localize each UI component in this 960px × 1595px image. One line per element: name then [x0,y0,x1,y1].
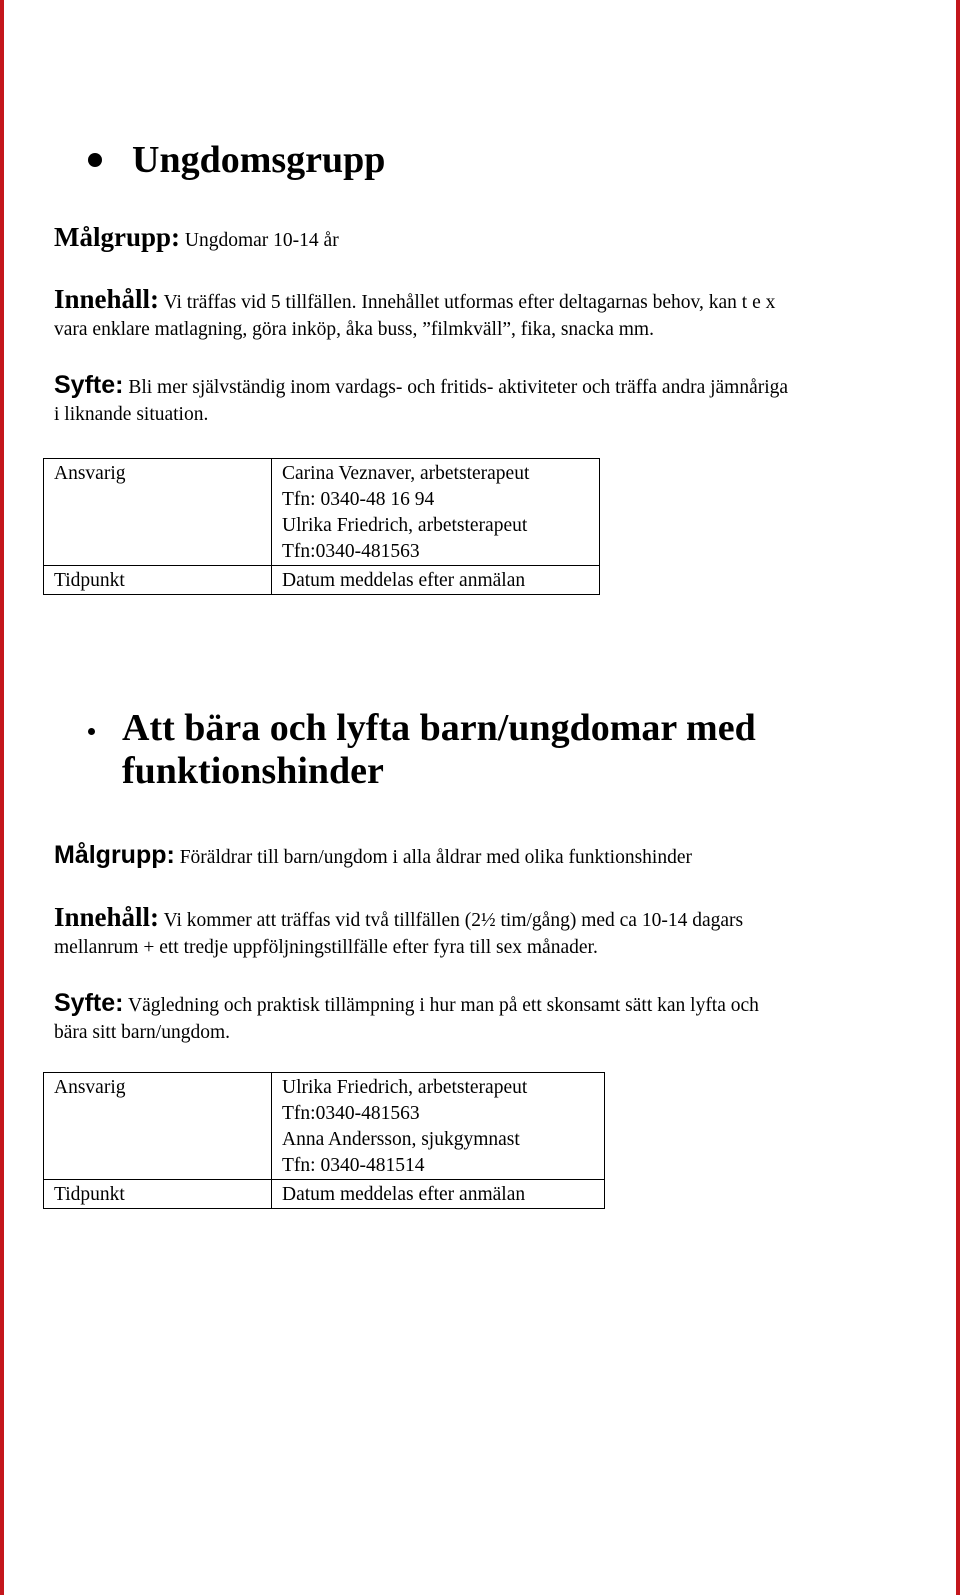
ansvarig-line: Tfn: 0340-481514 [282,1155,425,1176]
malgrupp-label: Målgrupp: [54,222,181,252]
malgrupp-paragraph [54,842,924,871]
info-table [43,1072,605,1209]
table-row [44,1073,605,1180]
malgrupp-text: Ungdomar 10-14 år [184,230,339,251]
table-row [44,566,600,595]
tidpunkt-label: Tidpunkt [44,1180,272,1209]
ansvarig-line: Anna Andersson, sjukgymnast [282,1129,520,1150]
table-row [44,459,600,566]
ansvarig-line: Tfn: 0340-48 16 94 [282,489,435,510]
ansvarig-line: Carina Veznaver, arbetsterapeut [282,463,530,484]
tidpunkt-value: Datum meddelas efter anmälan [272,566,600,595]
syfte-label: Syfte: [54,371,124,399]
syfte-text-line2: i liknande situation. [54,404,209,425]
innehall-paragraph [54,904,924,961]
bullet-icon [88,728,95,735]
heading-text-line1: Att bära och lyfta barn/ungdomar med [122,707,756,749]
ansvarig-label: Ansvarig [44,459,272,566]
innehall-text-line1: Vi kommer att träffas vid två tillfällen (2½ tim/gång) med ca 10-14 dagars [163,910,744,931]
ansvarig-value [272,459,600,566]
heading-text-line2: funktionshinder [122,750,384,792]
info-table [43,458,600,595]
heading-text: Ungdomsgrupp [132,139,386,181]
syfte-paragraph [54,990,924,1046]
ansvarig-line: Ulrika Friedrich, arbetsterapeut [282,1077,528,1098]
ansvarig-line: Tfn:0340-481563 [282,1103,420,1124]
table-row [44,1180,605,1209]
innehall-paragraph [54,286,924,343]
malgrupp-label: Målgrupp: [54,841,175,869]
ansvarig-line: Ulrika Friedrich, arbetsterapeut [282,515,528,536]
innehall-label: Innehåll: [54,902,160,932]
malgrupp-paragraph [54,224,924,254]
malgrupp-text: Föräldrar till barn/ungdom i alla åldrar med olika funktionshinder [179,847,692,868]
innehall-label: Innehåll: [54,284,160,314]
tidpunkt-label: Tidpunkt [44,566,272,595]
tidpunkt-value: Datum meddelas efter anmälan [272,1180,605,1209]
syfte-text-line1: Bli mer självständig inom vardags- och fritids- aktiviteter och träffa andra jämnåriga [128,377,789,398]
ansvarig-line: Tfn:0340-481563 [282,541,420,562]
ansvarig-label: Ansvarig [44,1073,272,1180]
innehall-text-line2: mellanrum + ett tredje uppföljningstillfälle efter fyra till sex månader. [54,937,598,958]
syfte-text-line1: Vägledning och praktisk tillämpning i hur man på ett skonsamt sätt kan lyfta och [128,995,759,1016]
syfte-text-line2: bära sitt barn/ungdom. [54,1022,231,1043]
innehall-text-line1: Vi träffas vid 5 tillfällen. Innehållet utformas efter deltagarnas behov, kan t e x [163,292,776,313]
ansvarig-value [272,1073,605,1180]
bullet-icon [88,153,102,167]
syfte-label: Syfte: [54,989,124,1017]
innehall-text-line2: vara enklare matlagning, göra inköp, åka buss, ”filmkväll”, fika, snacka mm. [54,319,654,340]
syfte-paragraph [54,372,924,428]
